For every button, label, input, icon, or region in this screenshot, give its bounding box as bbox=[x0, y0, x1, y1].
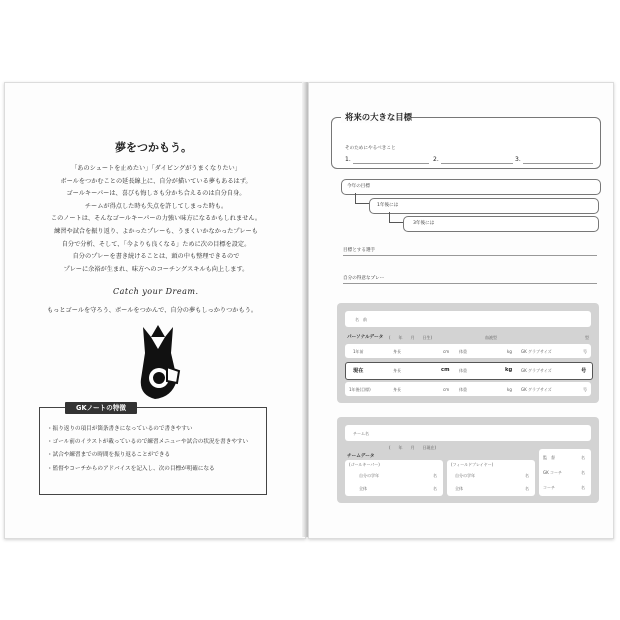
total-label: 全体 bbox=[359, 486, 367, 491]
todo-line-3[interactable] bbox=[523, 163, 593, 164]
team-date-label: ( 年 月 日現在) bbox=[389, 445, 437, 450]
arrow-icon bbox=[355, 193, 370, 204]
profile-row-current[interactable] bbox=[345, 362, 593, 380]
big-goal-title: 将来の大きな目標 bbox=[345, 112, 412, 122]
blood-label: 血液型 bbox=[485, 335, 497, 340]
todo-line-1[interactable] bbox=[353, 163, 429, 164]
row-label: 1年後(目標) bbox=[349, 387, 371, 392]
intro-line: チームが得点した時も失点を許してしまった時も。 bbox=[84, 202, 228, 210]
feature-item: ・試合や練習までの時間を振り返ることができる bbox=[47, 452, 171, 459]
height-label: 身長 bbox=[393, 368, 401, 373]
page-title: 夢をつかもう。 bbox=[115, 141, 192, 154]
count-unit: 名 bbox=[433, 473, 437, 478]
intro-line: 自分のプレーを書き続けることは、頭の中も整理できるので bbox=[72, 253, 240, 261]
gk-coach-label: GK コーチ bbox=[543, 470, 562, 475]
todo-number-1: 1. bbox=[345, 156, 351, 163]
weight-label: 体重 bbox=[459, 387, 467, 392]
my-grade-label: 自分の学年 bbox=[455, 473, 475, 478]
strength-label: 自分の得意なプレー bbox=[343, 276, 385, 281]
feature-item: ・ゴール前のイラストが載っているので練習メニューや試合の状況を書きやすい bbox=[47, 439, 249, 446]
size-unit: 号 bbox=[581, 368, 587, 374]
feature-item: ・監督やコーチからのアドバイスを記入し、次の目標が明確になる bbox=[47, 465, 215, 472]
glove-label: GK グラブサイズ bbox=[521, 387, 552, 392]
left-page bbox=[4, 82, 306, 539]
size-unit: 号 bbox=[583, 387, 587, 392]
intro-line: ボールをつかむことの延長線上に、自分が描いている夢もあるはず。 bbox=[60, 177, 252, 185]
intro-line: このノートは、そんなゴールキーパーの力強い味方になるかもしれません。 bbox=[50, 215, 262, 223]
goalkeeper-glove-logo bbox=[133, 323, 183, 403]
todo-number-3: 3. bbox=[515, 156, 521, 163]
cm-unit: cm bbox=[443, 387, 450, 392]
count-unit: 名 bbox=[525, 473, 529, 478]
cm-unit: cm bbox=[443, 349, 450, 354]
personal-data-label: パーソナルデータ bbox=[347, 335, 384, 340]
count-unit: 名 bbox=[525, 486, 529, 491]
field-label: (フィールドプレイヤー) bbox=[451, 462, 494, 467]
birth-label: ( 年 月 日生) bbox=[389, 335, 433, 340]
kg-unit: kg bbox=[507, 349, 512, 354]
intro-line: 自分で分析、そして、「今よりも良くなる」ために次の目標を設定。 bbox=[61, 240, 251, 248]
todo-line-2[interactable] bbox=[441, 163, 513, 164]
height-label: 身長 bbox=[393, 387, 401, 392]
rival-line[interactable] bbox=[343, 255, 597, 256]
weight-label: 体重 bbox=[459, 368, 467, 373]
team-data-label: チームデータ bbox=[347, 454, 375, 459]
weight-label: 体重 bbox=[459, 349, 467, 354]
intro-line: 練習や試合を振り返り、よかったプレーも、うまくいかなかったプレーも bbox=[54, 227, 258, 235]
coach-label: コーチ bbox=[543, 485, 555, 490]
right-page bbox=[308, 82, 614, 539]
this-year-label: 今年の目標 bbox=[347, 184, 370, 189]
name-label: 名 前 bbox=[355, 317, 367, 322]
count-unit: 名 bbox=[433, 486, 437, 491]
intro-line: ゴールキーパーは、喜びも悔しさも分かち合えるのは自分自身。 bbox=[66, 190, 246, 198]
intro-paragraph bbox=[41, 163, 271, 276]
glove-label: GK グラブサイズ bbox=[521, 349, 552, 354]
feature-item: ・振り返りの項目が箇条書きになっているので書きやすい bbox=[47, 426, 193, 432]
catch-subtitle: もっとゴールを守ろう、ボールをつかんで、自分の夢もしっかりつかもう。 bbox=[47, 307, 258, 314]
catch-phrase: Catch your Dream. bbox=[113, 287, 199, 296]
size-unit: 号 bbox=[583, 349, 587, 354]
todo-label: そのためにやるべきこと bbox=[345, 146, 396, 151]
big-goal-box bbox=[331, 117, 601, 169]
open-notebook bbox=[4, 82, 616, 544]
strength-line[interactable] bbox=[343, 283, 597, 284]
row-label: 1年前 bbox=[353, 349, 364, 354]
kg-unit: kg bbox=[505, 367, 513, 373]
director-label: 監 督 bbox=[543, 455, 555, 460]
this-year-goal-box[interactable] bbox=[341, 179, 601, 195]
count-unit: 名 bbox=[581, 485, 585, 490]
after-3-years-label: 3年後には bbox=[413, 221, 435, 226]
intro-line: 「あのシュートを止めたい」「ダイビングがうまくなりたい」 bbox=[71, 165, 241, 172]
blood-suffix: 型 bbox=[585, 335, 589, 340]
total-label: 全体 bbox=[455, 486, 463, 491]
todo-number-2: 2. bbox=[433, 156, 439, 163]
profile-row[interactable] bbox=[345, 382, 591, 396]
count-unit: 名 bbox=[581, 470, 585, 475]
profile-row[interactable] bbox=[345, 344, 591, 358]
arrow-icon bbox=[389, 212, 404, 223]
my-grade-label: 自分の学年 bbox=[359, 473, 379, 478]
intro-line: プレーに余裕が生まれ、味方へのコーチングスキルも向上します。 bbox=[63, 265, 249, 273]
count-unit: 名 bbox=[581, 455, 585, 460]
height-label: 身長 bbox=[393, 349, 401, 354]
kg-unit: kg bbox=[507, 387, 512, 392]
team-name-label: チーム名 bbox=[353, 431, 369, 436]
features-title: GKノートの特徴 bbox=[65, 402, 137, 414]
cm-unit: cm bbox=[441, 367, 450, 373]
after-1-year-label: 1年後には bbox=[377, 203, 399, 208]
team-name-field[interactable] bbox=[345, 425, 591, 441]
name-field[interactable] bbox=[345, 311, 591, 327]
glove-label: GK グラブサイズ bbox=[521, 368, 552, 373]
row-label: 現在 bbox=[353, 368, 364, 374]
features-list bbox=[47, 423, 248, 476]
gk-label: (ゴールキーパー) bbox=[349, 462, 380, 467]
rival-label: 目標とする選手 bbox=[343, 248, 376, 253]
